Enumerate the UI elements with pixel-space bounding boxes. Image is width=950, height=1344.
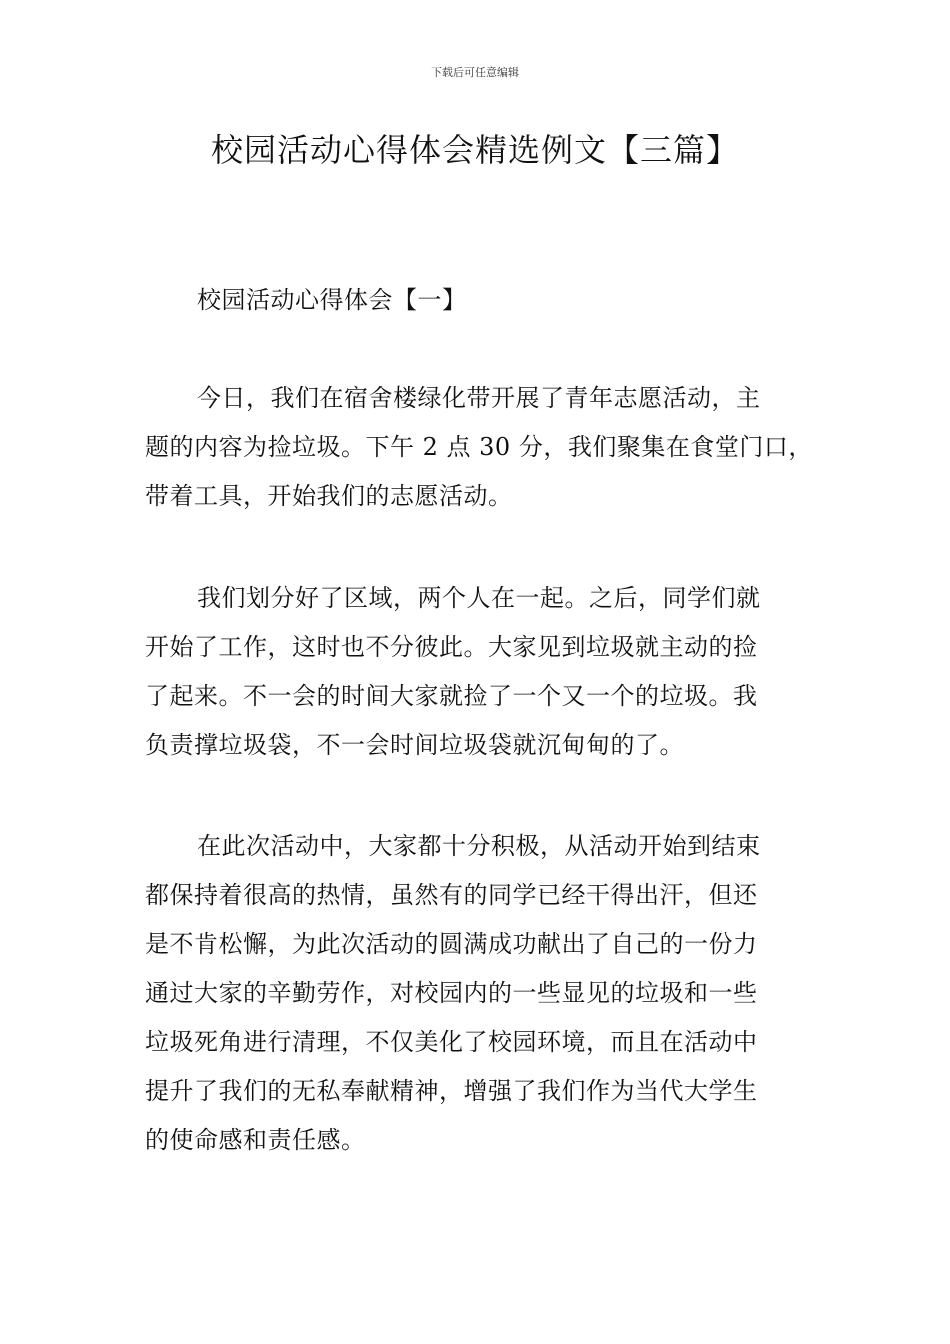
- paragraph-line: 通过大家的辛勤劳作，对校园内的一些显见的垃圾和一些: [145, 979, 758, 1007]
- paragraph-1: [145, 374, 815, 521]
- paragraph-line: 提升了我们的无私奉献精神，增强了我们作为当代大学生: [145, 1077, 758, 1105]
- paragraph-line: 题的内容为捡垃圾。下午 2 点 30 分，我们聚集在食堂门口，: [145, 433, 813, 461]
- paragraph-line: 今日，我们在宿舍楼绿化带开展了青年志愿活动，主: [197, 384, 761, 412]
- paragraph-line: 我们划分好了区域，两个人在一起。之后，同学们就: [197, 584, 761, 612]
- paragraph-line: 都保持着很高的热情，虽然有的同学已经干得出汗，但还: [145, 881, 758, 909]
- paragraph-line: 了起来。不一会的时间大家就捡了一个又一个的垃圾。我: [145, 682, 758, 710]
- paragraph-2: [145, 574, 815, 770]
- paragraph-3: [145, 822, 815, 1165]
- paragraph-line: 开始了工作，这时也不分彼此。大家见到垃圾就主动的捡: [145, 633, 758, 661]
- paragraph-line: 在此次活动中，大家都十分积极，从活动开始到结束: [197, 832, 761, 860]
- paragraph-line: 的使命感和责任感。: [145, 1126, 366, 1154]
- paragraph-line: 负责撑垃圾袋，不一会时间垃圾袋就沉甸甸的了。: [145, 731, 684, 759]
- document-title: 校园活动心得体会精选例文【三篇】: [210, 131, 739, 169]
- section-heading: 校园活动心得体会【一】: [197, 286, 467, 314]
- header-note: 下载后可任意编辑: [431, 66, 519, 79]
- paragraph-line: 垃圾死角进行清理，不仅美化了校园环境，而且在活动中: [145, 1028, 758, 1056]
- paragraph-line: 是不肯松懈，为此次活动的圆满成功献出了自己的一份力: [145, 930, 758, 958]
- paragraph-line: 带着工具，开始我们的志愿活动。: [145, 482, 513, 510]
- document-body: [145, 0, 815, 1344]
